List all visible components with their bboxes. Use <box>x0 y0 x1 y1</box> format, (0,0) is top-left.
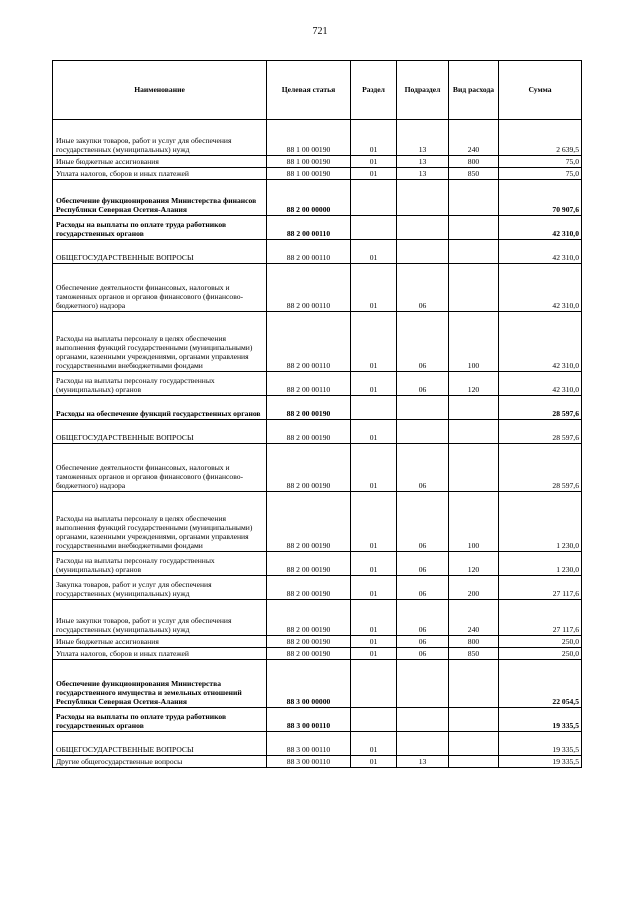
row-section: 01 <box>351 648 397 660</box>
table-row <box>53 636 582 648</box>
row-expense-type: 850 <box>449 648 499 660</box>
row-target: 88 2 00 00110 <box>267 264 351 312</box>
row-section <box>351 216 397 240</box>
table-row <box>53 420 582 444</box>
row-subsection: 06 <box>397 552 449 576</box>
row-target: 88 2 00 00190 <box>267 636 351 648</box>
row-subsection <box>397 708 449 732</box>
row-target: 88 2 00 00190 <box>267 492 351 552</box>
row-subsection: 06 <box>397 600 449 636</box>
row-expense-type <box>449 396 499 420</box>
row-target: 88 2 00 00000 <box>267 180 351 216</box>
row-target: 88 3 00 00110 <box>267 732 351 756</box>
row-amount: 250,0 <box>499 636 582 648</box>
row-section: 01 <box>351 600 397 636</box>
table-header <box>53 61 582 120</box>
row-name: Расходы на выплаты персоналу государственных (муниципальных) органов <box>53 372 267 396</box>
row-subsection: 06 <box>397 576 449 600</box>
row-name: Расходы на выплаты персоналу в целях обеспечения выполнения функций государственными (муниципальными) органами, казенными учреждениями, органами управления государственными внебюджетными фондами <box>53 312 267 372</box>
row-expense-type: 100 <box>449 492 499 552</box>
row-section: 01 <box>351 756 397 768</box>
row-target: 88 2 00 00110 <box>267 216 351 240</box>
row-amount: 27 117,6 <box>499 576 582 600</box>
row-amount: 19 335,5 <box>499 708 582 732</box>
row-section: 01 <box>351 732 397 756</box>
row-subsection: 13 <box>397 156 449 168</box>
row-section: 01 <box>351 264 397 312</box>
row-expense-type: 200 <box>449 576 499 600</box>
row-subsection: 13 <box>397 120 449 156</box>
row-name: Обеспечение деятельности финансовых, налоговых и таможенных органов и органов финансового (финансово-бюджетного) надзора <box>53 444 267 492</box>
row-section: 01 <box>351 120 397 156</box>
row-subsection <box>397 660 449 708</box>
row-subsection <box>397 216 449 240</box>
row-subsection: 06 <box>397 492 449 552</box>
table-row <box>53 648 582 660</box>
row-section <box>351 396 397 420</box>
table-row <box>53 600 582 636</box>
column-header-amount: Сумма <box>499 61 582 120</box>
row-expense-type: 100 <box>449 312 499 372</box>
row-expense-type <box>449 732 499 756</box>
row-amount: 1 230,0 <box>499 492 582 552</box>
table-row <box>53 444 582 492</box>
table-row <box>53 180 582 216</box>
row-name: ОБЩЕГОСУДАРСТВЕННЫЕ ВОПРОСЫ <box>53 240 267 264</box>
page-number: 721 <box>312 26 328 37</box>
row-name: Расходы на выплаты по оплате труда работников государственных органов <box>53 708 267 732</box>
row-name: Иные закупки товаров, работ и услуг для обеспечения государственных (муниципальных) нужд <box>53 600 267 636</box>
row-amount: 250,0 <box>499 648 582 660</box>
row-name: ОБЩЕГОСУДАРСТВЕННЫЕ ВОПРОСЫ <box>53 732 267 756</box>
row-amount: 2 639,5 <box>499 120 582 156</box>
row-amount: 42 310,0 <box>499 216 582 240</box>
row-section: 01 <box>351 372 397 396</box>
row-section: 01 <box>351 312 397 372</box>
row-amount: 75,0 <box>499 168 582 180</box>
row-target: 88 1 00 00190 <box>267 156 351 168</box>
row-target: 88 1 00 00190 <box>267 168 351 180</box>
table-row <box>53 708 582 732</box>
row-expense-type <box>449 264 499 312</box>
row-section: 01 <box>351 168 397 180</box>
row-target: 88 2 00 00190 <box>267 600 351 636</box>
row-target: 88 2 00 00110 <box>267 312 351 372</box>
table-row <box>53 372 582 396</box>
table-row <box>53 660 582 708</box>
row-amount: 75,0 <box>499 156 582 168</box>
row-name: Уплата налогов, сборов и иных платежей <box>53 168 267 180</box>
row-name: Расходы на выплаты персоналу в целях обеспечения выполнения функций государственными (муниципальными) органами, казенными учреждениями, органами управления государственными внебюджетными фондами <box>53 492 267 552</box>
row-target: 88 2 00 00110 <box>267 372 351 396</box>
row-name: Расходы на обеспечение функций государственных органов <box>53 396 267 420</box>
column-header-subsection: Подраздел <box>397 61 449 120</box>
column-header-expense-type: Вид расхода <box>449 61 499 120</box>
row-expense-type <box>449 180 499 216</box>
table-row <box>53 120 582 156</box>
row-target: 88 2 00 00190 <box>267 444 351 492</box>
row-target: 88 2 00 00190 <box>267 576 351 600</box>
row-name: Закупка товаров, работ и услуг для обеспечения государственных (муниципальных) нужд <box>53 576 267 600</box>
row-expense-type: 240 <box>449 120 499 156</box>
row-name: Иные бюджетные ассигнования <box>53 636 267 648</box>
row-subsection: 06 <box>397 636 449 648</box>
row-subsection <box>397 396 449 420</box>
row-amount: 27 117,6 <box>499 600 582 636</box>
row-subsection: 13 <box>397 168 449 180</box>
column-header-target: Целевая статья <box>267 61 351 120</box>
row-expense-type: 120 <box>449 372 499 396</box>
row-name: Расходы на выплаты по оплате труда работников государственных органов <box>53 216 267 240</box>
table-row <box>53 156 582 168</box>
row-expense-type: 800 <box>449 156 499 168</box>
row-expense-type <box>449 708 499 732</box>
row-subsection: 06 <box>397 372 449 396</box>
row-subsection <box>397 180 449 216</box>
row-subsection: 13 <box>397 756 449 768</box>
row-section <box>351 180 397 216</box>
row-target: 88 1 00 00190 <box>267 120 351 156</box>
row-section <box>351 708 397 732</box>
row-name: Обеспечение функционирования Министерства финансов Республики Северная Осетия-Алания <box>53 180 267 216</box>
row-amount: 42 310,0 <box>499 312 582 372</box>
row-target: 88 3 00 00110 <box>267 708 351 732</box>
row-name: Другие общегосударственные вопросы <box>53 756 267 768</box>
row-amount: 42 310,0 <box>499 264 582 312</box>
row-name: Уплата налогов, сборов и иных платежей <box>53 648 267 660</box>
row-expense-type: 120 <box>449 552 499 576</box>
row-name: Иные закупки товаров, работ и услуг для обеспечения государственных (муниципальных) нужд <box>53 120 267 156</box>
row-subsection <box>397 732 449 756</box>
row-target: 88 2 00 00110 <box>267 240 351 264</box>
row-section: 01 <box>351 636 397 648</box>
row-name: Расходы на выплаты персоналу государственных (муниципальных) органов <box>53 552 267 576</box>
row-amount: 28 597,6 <box>499 444 582 492</box>
row-subsection: 06 <box>397 444 449 492</box>
row-name: Иные бюджетные ассигнования <box>53 156 267 168</box>
row-target: 88 2 00 00190 <box>267 552 351 576</box>
row-name: Обеспечение деятельности финансовых, налоговых и таможенных органов и органов финансового (финансово-бюджетного) надзора <box>53 264 267 312</box>
row-subsection <box>397 240 449 264</box>
table-row <box>53 312 582 372</box>
row-amount: 28 597,6 <box>499 420 582 444</box>
row-amount: 22 054,5 <box>499 660 582 708</box>
table-row <box>53 756 582 768</box>
row-amount: 1 230,0 <box>499 552 582 576</box>
row-expense-type <box>449 216 499 240</box>
row-section: 01 <box>351 552 397 576</box>
row-section: 01 <box>351 492 397 552</box>
table-row <box>53 576 582 600</box>
column-header-name: Наименование <box>53 61 267 120</box>
row-subsection <box>397 420 449 444</box>
row-expense-type <box>449 240 499 264</box>
row-expense-type <box>449 420 499 444</box>
table-row <box>53 168 582 180</box>
row-amount: 19 335,5 <box>499 732 582 756</box>
row-section: 01 <box>351 420 397 444</box>
column-header-section: Раздел <box>351 61 397 120</box>
row-amount: 70 907,6 <box>499 180 582 216</box>
table-row <box>53 492 582 552</box>
row-expense-type <box>449 444 499 492</box>
row-section: 01 <box>351 240 397 264</box>
table-row <box>53 216 582 240</box>
row-subsection: 06 <box>397 264 449 312</box>
table-row <box>53 264 582 312</box>
row-expense-type: 800 <box>449 636 499 648</box>
row-section: 01 <box>351 444 397 492</box>
row-subsection: 06 <box>397 648 449 660</box>
row-amount: 42 310,0 <box>499 240 582 264</box>
row-section: 01 <box>351 156 397 168</box>
row-target: 88 2 00 00190 <box>267 648 351 660</box>
table-row <box>53 240 582 264</box>
table-row <box>53 552 582 576</box>
row-target: 88 2 00 00190 <box>267 420 351 444</box>
table-body <box>53 120 582 768</box>
row-subsection: 06 <box>397 312 449 372</box>
table-row <box>53 396 582 420</box>
row-target: 88 2 00 00190 <box>267 396 351 420</box>
row-name: ОБЩЕГОСУДАРСТВЕННЫЕ ВОПРОСЫ <box>53 420 267 444</box>
row-target: 88 3 00 00110 <box>267 756 351 768</box>
row-section: 01 <box>351 576 397 600</box>
row-section <box>351 660 397 708</box>
row-name: Обеспечение функционирования Министерства государственного имущества и земельных отношений Республики Северная Осетия-Алания <box>53 660 267 708</box>
row-amount: 19 335,5 <box>499 756 582 768</box>
row-amount: 42 310,0 <box>499 372 582 396</box>
row-expense-type: 850 <box>449 168 499 180</box>
budget-table <box>52 60 582 768</box>
row-expense-type <box>449 756 499 768</box>
table-row <box>53 732 582 756</box>
row-expense-type <box>449 660 499 708</box>
row-expense-type: 240 <box>449 600 499 636</box>
row-amount: 28 597,6 <box>499 396 582 420</box>
row-target: 88 3 00 00000 <box>267 660 351 708</box>
